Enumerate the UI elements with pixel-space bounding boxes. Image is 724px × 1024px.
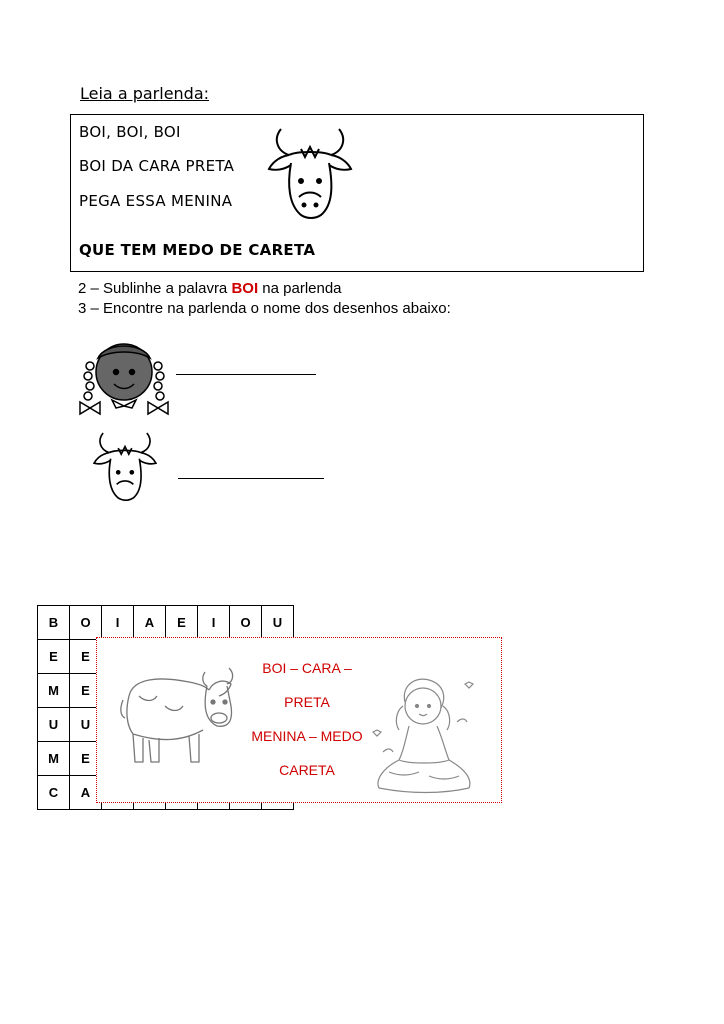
poem-line-4: QUE TEM MEDO DE CARETA [79,241,316,259]
grid-cell[interactable]: C [38,776,70,810]
question-2-highlight: BOI [231,280,259,297]
grid-cell[interactable]: B [38,606,70,640]
question-3: 3 – Encontre na parlenda o nome dos desenhos abaixo: [78,300,451,317]
grid-cell[interactable]: M [38,674,70,708]
grid-cell[interactable]: A [134,606,166,640]
grid-cell[interactable]: E [38,640,70,674]
grid-cell[interactable]: U [70,708,102,742]
grid-cell[interactable]: M [38,742,70,776]
instruction-title: Leia a parlenda: [80,84,210,103]
poem-line-3: PEGA ESSA MENINA [79,192,233,210]
question-2 [78,280,342,297]
grid-cell[interactable]: U [262,606,294,640]
grid-cell[interactable]: U [38,708,70,742]
ox-head-icon [267,125,353,223]
word-bank-line-1: BOI – CARA – [262,660,352,676]
word-bank [96,637,502,803]
grid-cell[interactable]: O [70,606,102,640]
girl-dress-icon [369,672,479,794]
question-2-after: na parlenda [258,280,342,297]
word-bank-line-4: CARETA [279,762,335,778]
poem-line-2: BOI DA CARA PRETA [79,157,235,175]
grid-cell[interactable]: E [70,742,102,776]
girl-face-icon [76,336,172,418]
cow-icon [119,656,237,768]
grid-row [38,606,294,640]
answer-line-ox[interactable] [178,478,324,479]
word-bank-line-2: PRETA [284,694,330,710]
question-2-before: 2 – Sublinhe a palavra [78,280,232,297]
grid-cell[interactable]: I [198,606,230,640]
word-bank-line-3: MENINA – MEDO [251,728,363,744]
grid-cell[interactable]: A [70,776,102,810]
ox-small-icon [90,430,160,504]
poem-line-1: BOI, BOI, BOI [79,123,181,141]
grid-cell[interactable]: O [230,606,262,640]
grid-cell[interactable]: E [70,674,102,708]
poem-box [70,114,644,272]
answer-line-girl[interactable] [176,374,316,375]
grid-cell[interactable]: I [102,606,134,640]
grid-cell[interactable]: E [70,640,102,674]
grid-cell[interactable]: E [166,606,198,640]
